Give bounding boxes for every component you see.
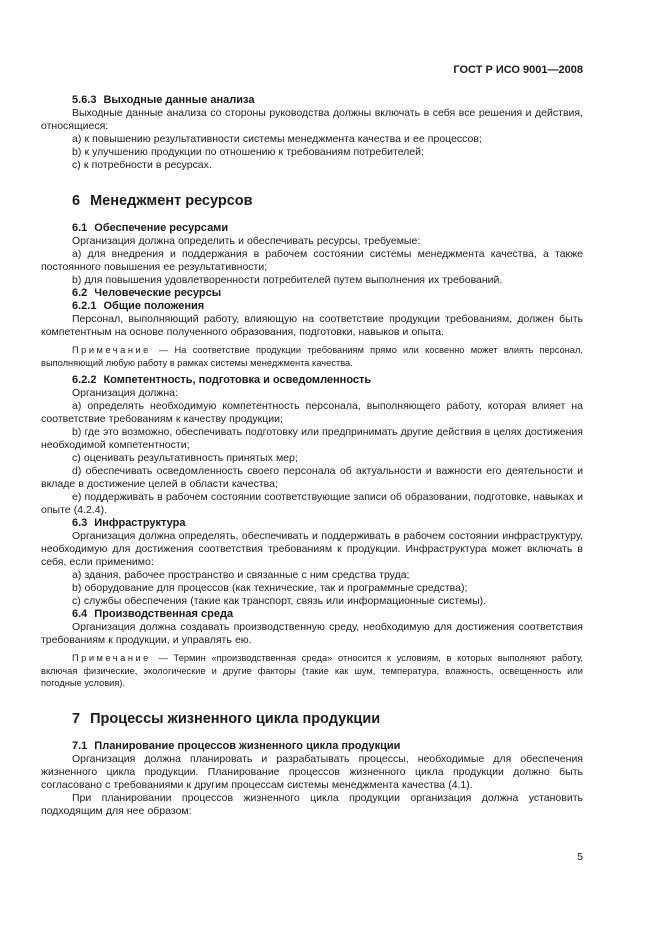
list-item: b) оборудование для процессов (как технические, так и программные средства); xyxy=(72,582,468,594)
page-number: 5 xyxy=(577,851,583,863)
list-item: c) к потребности в ресурсах. xyxy=(72,159,212,171)
note-text: — Термин «производственная среда» относится к условиям, в которых выполняют работу, включая физические, экологические и другие факторы (такие как шум, температура, влажность, освещенность или погодные условия). xyxy=(41,653,583,688)
note-text: — На соответствие продукции требованиям прямо или косвенно может влиять персонал, выполняющий любую работу в рамках системы менеджмента качества. xyxy=(41,345,583,368)
clause-number: 6.2.1 xyxy=(72,300,97,312)
clause-number: 6.3 xyxy=(72,517,88,529)
note xyxy=(41,652,583,690)
clause-title: Планирование процессов жизненного цикла продукции xyxy=(94,739,401,752)
clause-number: 7 xyxy=(72,710,81,727)
section-heading xyxy=(41,193,583,210)
clause-title: Инфраструктура xyxy=(94,517,186,529)
list-item: b) где это возможно, обеспечивать подготовку или предпринимать другие действия в целях достижения необходимой компетентности; xyxy=(41,426,583,451)
paragraph: Выходные данные анализа со стороны руководства должны включать в себя все решения и действия, относящиеся: xyxy=(41,107,583,132)
note xyxy=(41,344,583,369)
paragraph: Организация должна: xyxy=(72,387,178,399)
subsection-heading xyxy=(41,608,583,621)
section-heading xyxy=(41,711,583,728)
subsection-heading xyxy=(41,287,583,300)
subsection-heading xyxy=(41,740,583,753)
note-label: Примечание xyxy=(72,653,151,663)
paragraph: Персонал, выполняющий работу, влияющую на соответствие продукции требованиям, должен быть компетентным на основе полученного образования, подготовки, навыков и опыта. xyxy=(41,313,583,338)
subsection-heading xyxy=(41,517,583,530)
list-item: c) оценивать результативность принятых мер; xyxy=(72,452,298,464)
clause-number: 7.1 xyxy=(72,739,88,752)
note-label: Примечание xyxy=(72,345,151,355)
list-item: b) для повышения удовлетворенности потребителей путем выполнения их требований. xyxy=(72,274,503,286)
clause-title: Общие положения xyxy=(103,300,205,312)
clause-number: 6.1 xyxy=(72,222,88,234)
clause-title: Компетентность, подготовка и осведомленность xyxy=(103,374,372,386)
paragraph: Организация должна создавать производственную среду, необходимую для достижения соответствия требованиям к продукции, и управлять ею. xyxy=(41,621,583,646)
paragraph: При планировании процессов жизненного цикла продукции организация должна установить подходящим для нее образом: xyxy=(41,791,583,817)
list-item: b) к улучшению продукции по отношению к требованиям потребителей; xyxy=(72,146,424,158)
subsection-heading xyxy=(41,222,583,235)
subsection-heading xyxy=(41,300,583,313)
subsection-heading xyxy=(41,374,583,387)
clause-title: Процессы жизненного цикла продукции xyxy=(90,710,381,727)
list-item: d) обеспечивать осведомленность своего персонала об актуальности и важности его деятельности и вкладе в достижение целей в области качества; xyxy=(41,465,583,490)
document-content xyxy=(41,94,583,818)
list-item: a) к повышению результативности системы менеджмента качества и ее процессов; xyxy=(72,133,482,145)
clause-number: 6 xyxy=(72,193,81,209)
clause-number: 6.2 xyxy=(72,287,88,299)
list-item: a) здания, рабочее пространство и связанные с ним средства труда; xyxy=(72,569,410,581)
clause-title: Обеспечение ресурсами xyxy=(94,222,229,234)
subsection-heading xyxy=(41,94,583,107)
clause-title: Менеджмент ресурсов xyxy=(90,193,253,209)
clause-number: 6.4 xyxy=(72,608,88,620)
clause-title: Производственная среда xyxy=(94,608,234,620)
clause-title: Выходные данные анализа xyxy=(103,94,255,106)
paragraph: Организация должна определить и обеспечивать ресурсы, требуемые: xyxy=(72,235,421,247)
paragraph: Организация должна определять, обеспечивать и поддерживать в рабочем состоянии инфраструктуру, необходимую для достижения соответствия требованиям к продукции. Инфраструктура может включать в себя, если применимо: xyxy=(41,530,583,568)
clause-title: Человеческие ресурсы xyxy=(94,287,222,299)
paragraph: Организация должна планировать и разрабатывать процессы, необходимые для обеспечения жизненного цикла продукции. Планирование процессов жизненного цикла продукции должно быть согласовано с требованиями к другим процессам системы менеджмента качества (4.1). xyxy=(41,752,583,791)
list-item: c) службы обеспечения (такие как транспорт, связь или информационные системы). xyxy=(72,595,487,607)
clause-number: 6.2.2 xyxy=(72,374,97,386)
page-header-title: ГОСТ Р ИСО 9001—2008 xyxy=(453,64,583,76)
clause-number: 5.6.3 xyxy=(72,94,97,106)
list-item: e) поддерживать в рабочем состоянии соответствующие записи об образовании, подготовке, навыках и опыте (4.2.4). xyxy=(41,491,583,516)
list-item: a) определять необходимую компетентность персонала, выполняющего работу, которая влияет на соответствие требованиям к качеству продукции; xyxy=(41,400,583,425)
list-item: a) для внедрения и поддержания в рабочем состоянии системы менеджмента качества, а также постоянного повышения ее результативности; xyxy=(41,248,583,273)
